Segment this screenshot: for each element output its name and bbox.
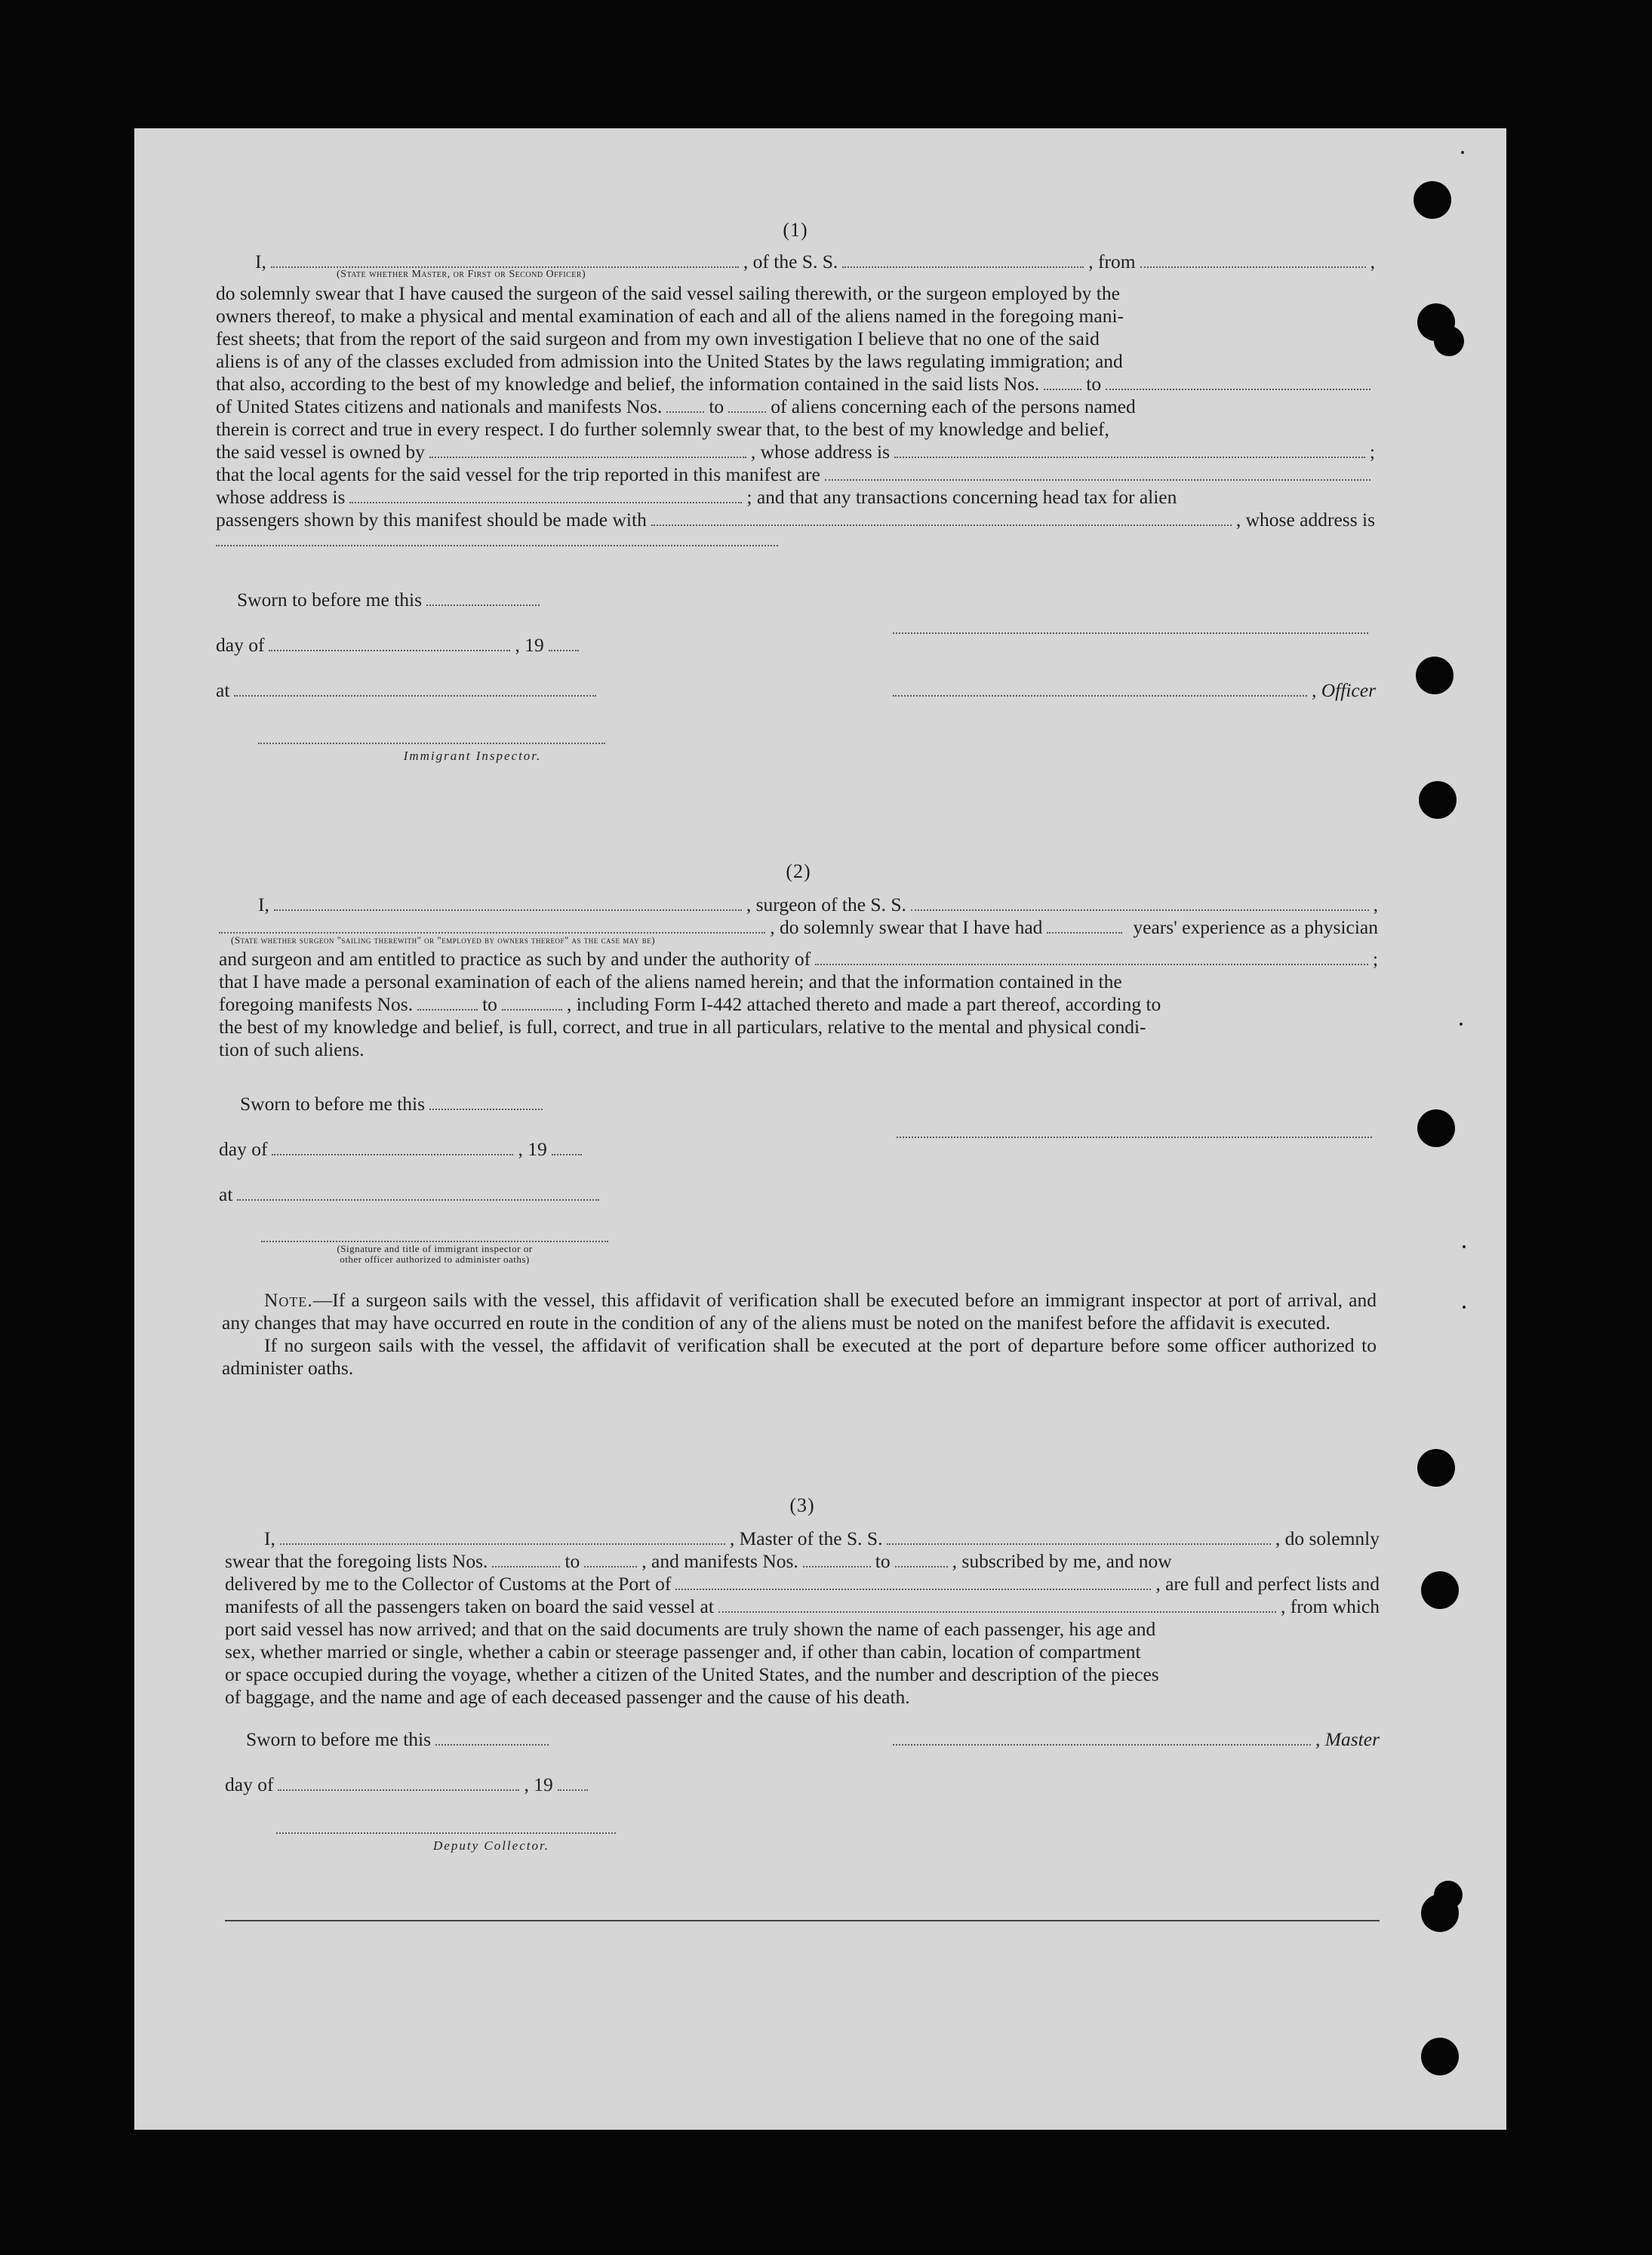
binder-hole-7 xyxy=(1421,1571,1459,1609)
s1-manifests-to-field[interactable] xyxy=(728,398,766,413)
section-2-number: (2) xyxy=(786,860,811,882)
s1-manifests-from-field[interactable] xyxy=(666,398,704,413)
s1-lists-from-field[interactable] xyxy=(1044,375,1081,390)
s2-line: that I have made a personal examination of each of the aliens named herein; and that the information contained in the xyxy=(219,971,1122,992)
s2-surgeon-signature-line[interactable] xyxy=(897,1123,1372,1138)
section-3-number: (3) xyxy=(789,1494,815,1516)
binder-hole-2b xyxy=(1434,326,1464,356)
s3-master-name-field[interactable] xyxy=(280,1530,725,1545)
s3-ss-name-field[interactable] xyxy=(887,1530,1270,1545)
s2-surgeon-name-field[interactable] xyxy=(274,896,742,911)
s3-day-of-field[interactable] xyxy=(278,1776,519,1791)
s1-line: ; and that any transactions concerning head tax for alien xyxy=(746,486,1177,508)
s3-line: of baggage, and the name and age of each deceased passenger and the cause of his death. xyxy=(225,1686,910,1708)
s1-line: therein is correct and true in every respect. I do further solemnly swear that, to the best of my knowledge and belief, xyxy=(216,418,1109,440)
s3-year-field[interactable] xyxy=(558,1776,588,1791)
s1-officer-name-field[interactable] xyxy=(271,253,739,268)
s2-note xyxy=(222,1289,1377,1380)
s1-at-field[interactable] xyxy=(234,681,596,697)
s1-of-ss: , of the S. S. xyxy=(743,251,838,272)
s1-year-field[interactable] xyxy=(549,636,579,651)
s2-years-field[interactable] xyxy=(1047,918,1122,934)
s3-line: port said vessel has now arrived; and that on the said documents are truly shown the name of each passenger, his age and xyxy=(225,1618,1156,1640)
s2-at-field[interactable] xyxy=(237,1186,599,1201)
s2-sig-note-2: other officer authorized to administer oaths) xyxy=(340,1254,530,1265)
speck xyxy=(1463,1306,1466,1309)
s1-i: I, xyxy=(255,251,266,272)
s1-head-tax-address-field[interactable] xyxy=(216,531,778,546)
s3-master-signature-line[interactable] xyxy=(893,1730,1311,1746)
section-3-affidavit-master: (3) I, , Master of the S. S. , do solemnly swear that the foregoing lists Nos. to , and manifests Nos. to , subscribed by me, and now delivered by me to the Collector of Customs at the Port of , are full and perfect lists and manifests of all the passengers taken on board the said vessel at , from which port said vessel has now arrived; and that on the said documents are truly shown the name of each passenger, his age and sex, whether married or single, whether a cabin or steerage passenger and, if other than cabin, location of compartment or space occupied during the voyage, whether a citizen of the United States, and the number and description of the pieces of baggage, and the name and age of each deceased passenger and the cause of his death. xyxy=(225,1494,1380,1708)
s2-day-of-field[interactable] xyxy=(272,1140,513,1155)
s1-lists-to-field[interactable] xyxy=(1106,375,1371,390)
s1-line: , whose address is xyxy=(1235,509,1375,531)
s2-note-text-2: If no surgeon sails with the vessel, the affidavit of verification shall be executed at the port of departure before some officer authorized to administer oaths. xyxy=(222,1334,1377,1379)
s1-owner-field[interactable] xyxy=(429,443,746,458)
s1-line: whose address is xyxy=(216,486,346,508)
s2-manifests-to-field[interactable] xyxy=(502,995,562,1011)
s1-local-agents-field[interactable] xyxy=(825,466,1371,481)
s3-line: sex, whether married or single, whether a cabin or steerage passenger and, if other than cabin, location of compartment xyxy=(225,1641,1141,1663)
s1-agents-address-field[interactable] xyxy=(349,488,742,503)
s1-line: of United States citizens and nationals and manifests Nos. xyxy=(216,395,663,417)
s2-jurat: Sworn to before me this day of , 19 at (Signature and title of immigrant inspector or other officer authorized to administer oaths) xyxy=(219,1093,747,1265)
s1-line: owners thereof, to make a physical and mental examination of each and all of the aliens named in the foregoing mani- xyxy=(216,305,1124,327)
speck xyxy=(1461,151,1464,154)
s1-day-of-field[interactable] xyxy=(269,636,510,651)
s1-officer-note: (State whether Master, or First or Second Officer) xyxy=(337,269,586,280)
speck xyxy=(1460,1023,1463,1026)
s1-line: passengers shown by this manifest should be made with xyxy=(216,509,647,531)
section-1-affidavit-master: (1) I, , of the S. S. , from , (State whether Master, or First or Second Officer) do solemnly swear that I have caused the surgeon of the said vessel sailing therewith, or the surgeon employed by the owners thereof, to make a physical and mental examination of each and all of the aliens named in the foregoing mani- fest sheets; that from the report of the said surgeon and from my own investigation I believe that no one of the said aliens is of any of the classes excluded from admission into the United States by the laws regulating immigration; and that also, according to the best of my knowledge and belief, the information contained in the said lists Nos. to of United States citizens and nationals and manifests Nos. to of aliens concerning each of the persons named therein is correct and true in every respect. I do further solemnly swear that, to the best of my knowledge and belief, the said vessel is owned by , whose address is ; that the local agents for the said vessel for the trip reported in this manifest are whose address is ; and that any transactions concerning head tax for alien passengers shown by this manifest should be made with , whose address is xyxy=(216,219,1375,546)
s3-master-signature xyxy=(893,1728,1380,1774)
s1-line: that also, according to the best of my knowledge and belief, the information contained in the said lists Nos. xyxy=(216,373,1040,395)
section-2-affidavit-surgeon: (2) I, , surgeon of the S. S. , , do solemnly swear that I have had years' experience as a physician (State whether surgeon "sailing therewith" or "employed by owners thereof" as the case may be) and surgeon and am entitled to practice as such by and under the authority of ; that I have made a personal examination of each of the aliens named herein; and that the information contained in the foregoing manifests Nos. to , including Form I-442 attached thereto and made a part thereof, according to the best of my knowledge and belief, is full, correct, and true in all particulars, relative to the mental and physical condi- tion of such aliens. xyxy=(219,860,1378,1060)
s1-jurat: Sworn to before me this day of , 19 at Immigrant Inspector. xyxy=(216,589,744,764)
s3-manifests-to-field[interactable] xyxy=(895,1552,948,1567)
s2-note-text: —If a surgeon sails with the vessel, this affidavit of verification shall be executed before an immigrant inspector at port of arrival, and any changes that may have occurred en route in the condition of any of the aliens must be noted on the manifest before the affidavit is executed. xyxy=(222,1289,1377,1334)
binder-hole-6 xyxy=(1417,1449,1455,1487)
s2-ss-name-field[interactable] xyxy=(911,896,1369,911)
s2-sig-note-1: (Signature and title of immigrant inspector or xyxy=(337,1243,533,1254)
binder-hole-4 xyxy=(1419,781,1457,819)
s2-manifests-from-field[interactable] xyxy=(417,995,478,1011)
s3-line: or space occupied during the voyage, whether a citizen of the United States, and the number and description of the pieces xyxy=(225,1663,1159,1685)
binder-hole-9 xyxy=(1421,2038,1459,2075)
bottom-rule xyxy=(225,1920,1380,1921)
s3-boarding-port-field[interactable] xyxy=(718,1598,1276,1613)
s2-authority-field[interactable] xyxy=(815,950,1368,965)
s1-inspector-signature-line[interactable] xyxy=(258,724,605,744)
s1-line: that the local agents for the said vessel for the trip reported in this manifest are xyxy=(216,463,820,485)
s2-sworn-date-field[interactable] xyxy=(429,1095,543,1110)
s1-line: of aliens concerning each of the persons named xyxy=(771,395,1136,417)
s3-lists-from-field[interactable] xyxy=(492,1552,560,1567)
s3-collector-caption: Deputy Collector. xyxy=(433,1838,549,1853)
s1-line: aliens is of any of the classes excluded from admission into the United States by the laws regulating immigration; and xyxy=(216,350,1123,372)
s2-line: tion of such aliens. xyxy=(219,1038,365,1060)
s1-officer-signature-line-2[interactable] xyxy=(893,681,1307,697)
s2-note-label: Note. xyxy=(264,1289,313,1311)
s2-surgeon-note: (State whether surgeon "sailing therewith" or "employed by owners thereof" as the case may be) xyxy=(231,934,656,946)
s2-surgeon-status-field[interactable] xyxy=(219,918,765,934)
s1-line: do solemnly swear that I have caused the surgeon of the said vessel sailing therewith, or the surgeon employed by the xyxy=(216,282,1120,304)
s1-line: the said vessel is owned by xyxy=(216,441,425,463)
s3-master-label: , Master xyxy=(1315,1728,1380,1750)
s1-line: fest sheets; that from the report of the said surgeon and from my own investigation I believe that no one of the said xyxy=(216,328,1100,349)
s1-officer-label: , Officer xyxy=(1312,679,1376,701)
speck xyxy=(1463,1245,1466,1248)
s3-sworn-date-field[interactable] xyxy=(435,1730,549,1746)
s2-surgeon-signature xyxy=(897,1093,1372,1138)
s3-lists-to-field[interactable] xyxy=(584,1552,637,1567)
s3-collector-signature-line[interactable] xyxy=(276,1819,616,1834)
binder-hole-3 xyxy=(1416,657,1454,694)
s1-owner-address-field[interactable] xyxy=(894,443,1365,458)
manifest-page xyxy=(134,128,1506,2130)
s1-sworn-date-field[interactable] xyxy=(426,591,540,606)
section-1-number: (1) xyxy=(783,219,808,241)
s3-manifests-from-field[interactable] xyxy=(803,1552,871,1567)
s1-from: , from xyxy=(1088,251,1136,272)
s2-inspector-signature-line[interactable] xyxy=(261,1229,608,1242)
binder-hole-1 xyxy=(1414,181,1451,219)
s1-head-tax-party-field[interactable] xyxy=(651,511,1232,526)
s1-officer-signature-line-1[interactable] xyxy=(893,619,1368,634)
s1-ss-name-field[interactable] xyxy=(842,253,1084,268)
s2-line: the best of my knowledge and belief, is full, correct, and true in all particulars, relative to the mental and physical condi- xyxy=(219,1016,1146,1038)
s1-inspector-caption: Immigrant Inspector. xyxy=(403,749,542,763)
s3-port-field[interactable] xyxy=(675,1575,1151,1590)
binder-hole-5 xyxy=(1417,1109,1455,1147)
s2-year-field[interactable] xyxy=(552,1140,582,1155)
s3-jurat: Sworn to before me this day of , 19 Deputy Collector. xyxy=(225,1728,753,1854)
s1-from-field[interactable] xyxy=(1140,253,1366,268)
binder-hole-8b xyxy=(1434,1881,1463,1909)
s1-officer-signature xyxy=(893,589,1376,724)
